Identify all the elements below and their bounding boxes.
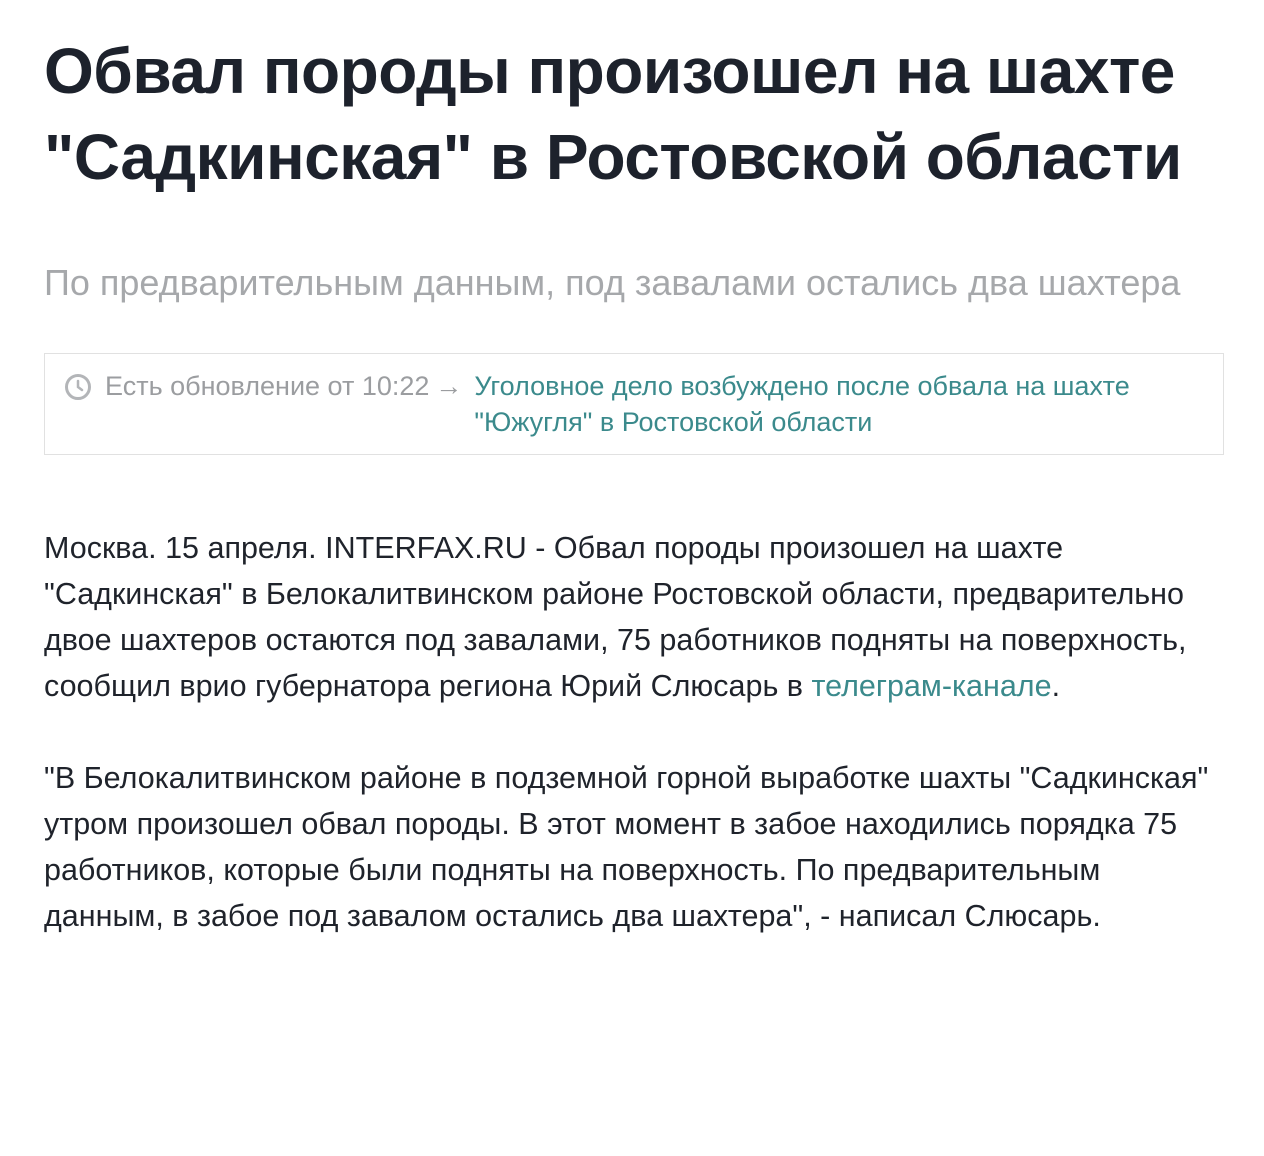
telegram-channel-link[interactable]: телеграм-канале [811,669,1052,703]
clock-icon [65,374,91,400]
article-subtitle: По предварительным данным, под завалами остались два шахтера [44,262,1181,303]
paragraph-1 [44,525,1224,709]
article [44,0,1224,939]
paragraph-1-text: Москва. 15 апреля. INTERFAX.RU - Обвал породы произошел на шахте "Садкинская" в Белокалитвинском районе Ростовской области, предварительно двое шахтеров остаются под завалами, 75 работников подняты на поверхность, сообщил врио губернатора региона Юрий Слюсарь в [44,531,1187,703]
update-notice [44,353,1224,455]
paragraph-2: "В Белокалитвинском районе в подземной горной выработке шахты "Садкинская" утром произошел обвал породы. В этот момент в забое находились порядка 75 работников, которые были подняты на поверхность. По предварительным данным, в забое под завалом остались два шахтера", - написал Слюсарь. [44,761,1209,933]
article-headline: Обвал породы произошел на шахте "Садкинская" в Ростовской области [44,35,1182,193]
update-link[interactable]: Уголовное дело возбуждено после обвала на шахте "Южугля" в Ростовской области [474,371,1130,437]
update-arrow: → [435,371,463,401]
paragraph-1-end: . [1051,669,1061,703]
article-body [44,525,1224,939]
update-label-group [105,368,474,404]
update-label: Есть обновление от 10:22 [105,371,430,401]
